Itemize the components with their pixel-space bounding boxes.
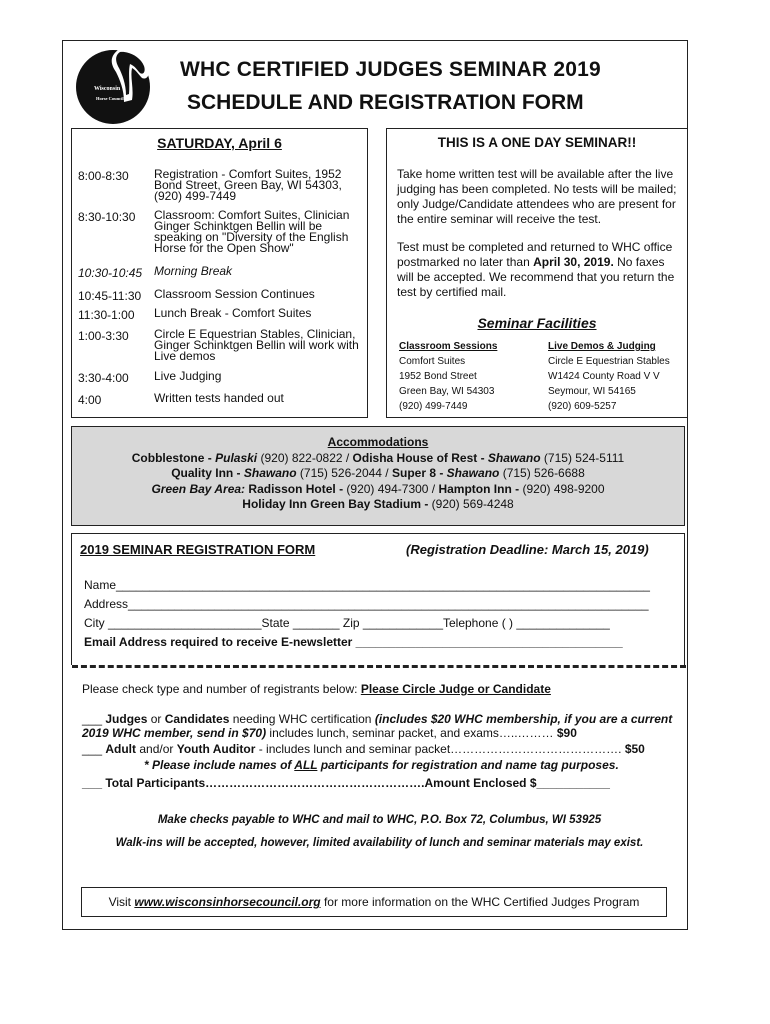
facility-line: Green Bay, WI 54303 (399, 386, 495, 397)
adult-price: $50 (624, 742, 645, 756)
cut-line (72, 665, 686, 668)
area-name: Green Bay Area: (151, 481, 246, 496)
schedule-time: 8:30-10:30 (78, 210, 136, 224)
phone: (920) 498-9200 (522, 481, 605, 496)
email-field[interactable]: Email Address required to receive E-newsletter ________________________________________ (84, 635, 623, 649)
judge-price: $90 (556, 726, 577, 740)
deadline-date: April 30, 2019. (533, 255, 614, 269)
facility-line: Circle E Equestrian Stables (548, 356, 670, 367)
candidates-label: Candidates (164, 712, 230, 726)
schedule-desc: Circle E Equestrian Stables, Clinician, Ginger Schinktgen Bellin will work with Live demos (154, 327, 359, 363)
youth-auditor-label: Youth Auditor (176, 742, 256, 756)
hotel-name: Odisha House of Rest - (352, 450, 488, 465)
check-text: Please check type and number of registrants below: (82, 682, 361, 696)
visit-text: Visit (108, 895, 135, 909)
accommodations-heading: Accommodations (327, 435, 429, 449)
phone: (715) 526-6688 (499, 466, 585, 480)
adult-includes: - includes lunch and seminar packet……………………………………. (255, 742, 625, 756)
one-day-box (386, 128, 688, 418)
schedule-time: 4:00 (78, 393, 102, 407)
city-name: Shawano (487, 450, 541, 465)
name-field[interactable]: Name________________________________________________________________________________ (84, 578, 650, 592)
judge-includes: includes lunch, seminar packet, and exams…..……… (266, 726, 557, 740)
hotel-name: Super 8 - (391, 466, 447, 480)
judge-option[interactable] (82, 712, 677, 740)
accommodation-line (72, 497, 684, 513)
payment-instructions: Make checks payable to WHC and mail to WHC, P.O. Box 72, Columbus, WI 53925 (157, 814, 602, 826)
schedule-time: 8:00-8:30 (78, 169, 129, 183)
schedule-desc: Classroom Session Continues (154, 287, 315, 301)
phone: (920) 494-7300 / (346, 481, 439, 496)
schedule-box (71, 128, 368, 418)
adult-label: Adult (105, 742, 137, 756)
schedule-heading: SATURDAY, April 6 (157, 135, 282, 151)
deadline-text: Test must be completed and returned to WHC office postmarked no later than (397, 240, 673, 269)
city-name: Pulaski (215, 450, 258, 465)
total-participants-field[interactable]: ___ Total Participants……………………………………………….Amount Enclosed $___________ (82, 776, 610, 790)
circle-instruction: Please Circle Judge or Candidate (360, 682, 551, 696)
adult-count-blank[interactable]: ___ (82, 742, 106, 756)
registration-title: 2019 SEMINAR REGISTRATION FORM (80, 542, 316, 557)
judges-label: Judges (105, 712, 148, 726)
names-note-rest: participants for registration and name tag purposes. (317, 758, 619, 772)
and-or-text: and/or (136, 742, 177, 756)
schedule-time: 11:30-1:00 (78, 308, 135, 322)
schedule-desc: Written tests handed out (154, 391, 284, 405)
accommodation-line (72, 482, 684, 498)
names-note (144, 758, 739, 772)
walkin-note: Walk-ins will be accepted, however, limited availability of lunch and seminar materials may exist. (115, 837, 644, 849)
live-demo-title: Live Demos & Judging (548, 341, 656, 352)
phone: (920) 569-4248 (431, 497, 514, 511)
phone: (920) 822-0822 / (257, 450, 353, 465)
hotel-name: Holiday Inn Green Bay Stadium - (242, 497, 432, 511)
judge-desc: needing WHC certification (229, 712, 375, 726)
facilities-heading: Seminar Facilities (477, 315, 597, 331)
facility-line: Comfort Suites (399, 356, 466, 367)
visit-box (81, 887, 667, 917)
facility-line: W1424 County Road V V (548, 371, 660, 382)
classroom-title: Classroom Sessions (399, 341, 498, 352)
live-demo-facility (548, 339, 670, 414)
registration-form (71, 533, 685, 658)
or-text: or (147, 712, 165, 726)
facility-line: (920) 499-7449 (399, 401, 468, 412)
schedule-desc: Morning Break (154, 264, 233, 278)
test-info-paragraph: Take home written test will be available after the live judging has been completed. No tests will be mailed; only Judge/Candidate attendees who are present for the entire seminar will receive the test. (397, 167, 677, 226)
registration-deadline: (Registration Deadline: March 15, 2019) (406, 542, 649, 557)
schedule-desc: Lunch Break - Comfort Suites (154, 306, 312, 320)
schedule-desc: Live Judging (154, 369, 222, 383)
hotel-name: Cobblestone - (131, 450, 216, 465)
website-link[interactable]: www.wisconsinhorsecouncil.org (134, 895, 321, 909)
registration-left-border (71, 533, 72, 665)
facility-line: (920) 609-5257 (548, 401, 617, 412)
city-name: Shawano (243, 466, 297, 480)
schedule-time: 10:30-10:45 (78, 266, 143, 280)
accommodations-box (71, 426, 685, 526)
phone: (715) 526-2044 / (296, 466, 392, 480)
page-title: WHC CERTIFIED JUDGES SEMINAR 2019 (180, 58, 601, 81)
hotel-name: Quality Inn - (171, 466, 244, 480)
accommodation-line (72, 466, 684, 482)
registration-right-border (684, 533, 685, 665)
phone: (715) 524-5111 (540, 450, 625, 465)
accommodation-line (72, 451, 684, 467)
classroom-facility (399, 339, 497, 414)
schedule-desc: Classroom: Comfort Suites, Clinician Ginger Schinktgen Bellin will be speaking on "Diversity of the English Horse for the Open Show" (154, 208, 350, 255)
deadline-text-rest: No faxes will be accepted. We recommend that you return the test by certified mail. (397, 255, 675, 299)
schedule-time: 3:30-4:00 (78, 371, 129, 385)
one-day-heading: THIS IS A ONE DAY SEMINAR!! (437, 135, 637, 150)
facility-line: 1952 Bond Street (399, 371, 477, 382)
schedule-time: 1:00-3:30 (78, 329, 129, 343)
facility-line: Seymour, WI 54165 (548, 386, 636, 397)
address-field[interactable]: Address______________________________________________________________________________ (84, 597, 649, 611)
judge-count-blank[interactable]: ___ (82, 712, 106, 726)
city-state-zip-phone-field[interactable]: City _______________________State _______ Zip ____________Telephone ( ) ______________ (84, 616, 610, 630)
hotel-name: Radisson Hotel - (245, 481, 347, 496)
schedule-desc: Registration - Comfort Suites, 1952 Bond Street, Green Bay, WI 54303, (920) 499-7449 (154, 167, 342, 203)
check-instructions (82, 682, 677, 696)
names-note-text: * Please include names of (144, 758, 295, 772)
logo-text-line1: Wisconsin (94, 86, 121, 92)
names-note-all: ALL (294, 758, 318, 772)
test-deadline-paragraph (397, 240, 679, 300)
page-subtitle: SCHEDULE AND REGISTRATION FORM (187, 91, 584, 114)
city-name: Shawano (446, 466, 500, 480)
membership-note: (includes $20 WHC membership, if you are a current 2019 WHC member, send in $70) (82, 712, 673, 740)
logo-text-line2: Horse Council (96, 96, 124, 101)
visit-text-rest: for more information on the WHC Certified Judges Program (320, 895, 640, 909)
horse-council-logo (72, 44, 154, 126)
schedule-time: 10:45-11:30 (78, 289, 142, 303)
hotel-name: Hampton Inn - (438, 481, 523, 496)
adult-option[interactable] (82, 742, 677, 756)
